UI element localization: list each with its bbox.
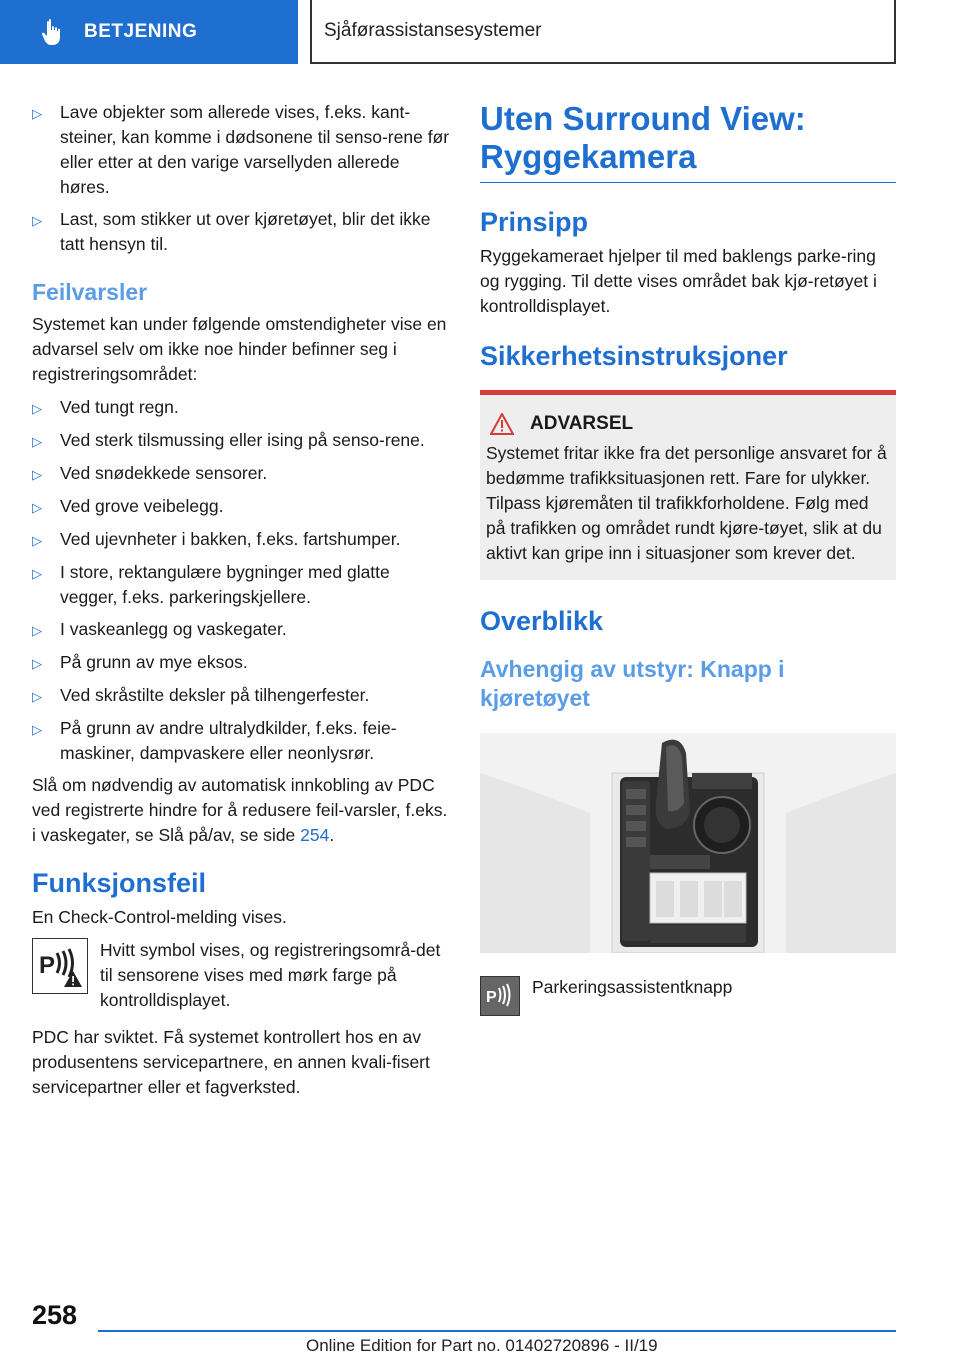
image-caption: Parkeringsassistentknapp bbox=[532, 976, 733, 997]
list-item: ▷ Ved tungt regn. bbox=[32, 395, 452, 421]
list-item: ▷ På grunn av andre ultralydkilder, f.eks. feie-maskiner, dampvaskere eller neonlysrør. bbox=[32, 716, 452, 766]
bullet-triangle-icon: ▷ bbox=[32, 656, 42, 671]
funksjonsfeil-end: PDC har sviktet. Få systemet kontrollert hos en av produsentens servicepartnere, en annen kvali-fisert servicepartner eller et fagverksted. bbox=[32, 1027, 430, 1097]
overblikk-heading: Overblikk bbox=[480, 606, 604, 636]
parking-assistant-icon bbox=[480, 976, 520, 1016]
bullet-triangle-icon: ▷ bbox=[32, 566, 42, 581]
list-item: ▷ I store, rektangulære bygninger med glatte vegger, f.eks. parkeringskjellere. bbox=[32, 560, 452, 610]
list-item: ▷ Ved snødekkede sensorer. bbox=[32, 461, 452, 487]
section-title: Uten Surround View: Ryggekamera bbox=[480, 100, 896, 183]
feilvarsler-heading: Feilvarsler bbox=[32, 279, 148, 305]
list-item: ▷ Last, som stikker ut over kjøretøyet, blir det ikke tatt hensyn til. bbox=[32, 207, 452, 257]
right-column bbox=[480, 100, 896, 1016]
page-header bbox=[0, 0, 960, 66]
chapter-title: Sjåførassistansesystemer bbox=[312, 0, 896, 64]
warning-label: ADVARSEL bbox=[530, 413, 634, 434]
list-item: ▷ Ved grove veibelegg. bbox=[32, 494, 452, 520]
warning-header bbox=[486, 413, 890, 435]
pdc-warning-icon bbox=[32, 938, 88, 994]
warning-text: Systemet fritar ikke fra det personlige ansvaret for å bedømme trafikksituasjonen rett. Fare for ulykker. Tilpass kjøremåten til trafikkforholdene. Følg med på trafikken og området rundt kjøre-tøyet, slik at du aktivt kan gripe inn i situasjoner som krever det. bbox=[486, 443, 887, 563]
feilvarsler-intro: Systemet kan under følgende omstendigheter vise en advarsel selv om ikke noe hinder befinner seg i registreringsområdet: bbox=[32, 314, 447, 384]
svg-text:P: P bbox=[39, 952, 56, 979]
page-number: 258 bbox=[32, 1300, 78, 1330]
symbol-row bbox=[32, 938, 452, 1013]
caption-row bbox=[480, 976, 896, 1016]
bullet-triangle-icon: ▷ bbox=[32, 106, 42, 121]
section-label: BETJENING bbox=[84, 21, 198, 42]
page-link[interactable]: 254 bbox=[300, 825, 330, 845]
prinsipp-heading: Prinsipp bbox=[480, 207, 589, 237]
bullet-triangle-icon: ▷ bbox=[32, 722, 42, 737]
list-item: ▷ Ved skråstilte deksler på tilhengerfester. bbox=[32, 683, 452, 709]
funksjonsfeil-intro: En Check-Control-melding vises. bbox=[32, 907, 287, 927]
hand-pointer-icon bbox=[40, 18, 64, 46]
warning-box bbox=[480, 390, 896, 580]
list-item: ▷ Ved ujevnheter i bakken, f.eks. fartshumper. bbox=[32, 527, 452, 553]
utstyr-heading: Avhengig av utstyr: Knapp i kjøretøyet bbox=[480, 656, 785, 711]
bullet-triangle-icon: ▷ bbox=[32, 467, 42, 482]
pdc-paragraph: Slå om nødvendig av automatisk innkobling av PDC ved registrerte hindre for å redusere feil-varsler, f.eks. i vaskegater, se Slå på/av, se side 254. bbox=[32, 775, 448, 845]
symbol-description: Hvitt symbol vises, og registreringsområ-det til sensorene vises med mørk farge på kontrolldisplayet. bbox=[100, 940, 441, 1010]
bullet-triangle-icon: ▷ bbox=[32, 434, 42, 449]
prinsipp-text: Ryggekameraet hjelper til med baklengs parke-ring og rygging. Til dette vises området bak kjø-retøyet i kontrolldisplayet. bbox=[480, 246, 877, 316]
footer-divider bbox=[98, 1330, 896, 1332]
center-console-image bbox=[480, 733, 896, 953]
list-item: ▷ På grunn av mye eksos. bbox=[32, 650, 452, 676]
warning-triangle-icon bbox=[490, 413, 514, 435]
sikkerhet-heading: Sikkerhetsinstruksjoner bbox=[480, 341, 788, 371]
svg-text:P: P bbox=[486, 989, 497, 1006]
list-item: ▷ Ved sterk tilsmussing eller ising på senso-rene. bbox=[32, 428, 452, 454]
bullet-triangle-icon: ▷ bbox=[32, 500, 42, 515]
bullet-triangle-icon: ▷ bbox=[32, 689, 42, 704]
left-column bbox=[32, 100, 452, 1108]
funksjonsfeil-heading: Funksjonsfeil bbox=[32, 868, 207, 898]
list-item: ▷ Lave objekter som allerede vises, f.eks. kant-steiner, kan komme i dødsonene til senso-rene før eller etter at den varige varsellyden allerede høres. bbox=[32, 100, 452, 200]
bullet-triangle-icon: ▷ bbox=[32, 533, 42, 548]
list-item: ▷ I vaskeanlegg og vaskegater. bbox=[32, 617, 452, 643]
bullet-triangle-icon: ▷ bbox=[32, 623, 42, 638]
edition-text: Online Edition for Part no. 01402720896 - II/19 bbox=[306, 1336, 658, 1355]
bullet-triangle-icon: ▷ bbox=[32, 401, 42, 416]
bullet-triangle-icon: ▷ bbox=[32, 213, 42, 228]
section-tab[interactable] bbox=[0, 0, 298, 64]
